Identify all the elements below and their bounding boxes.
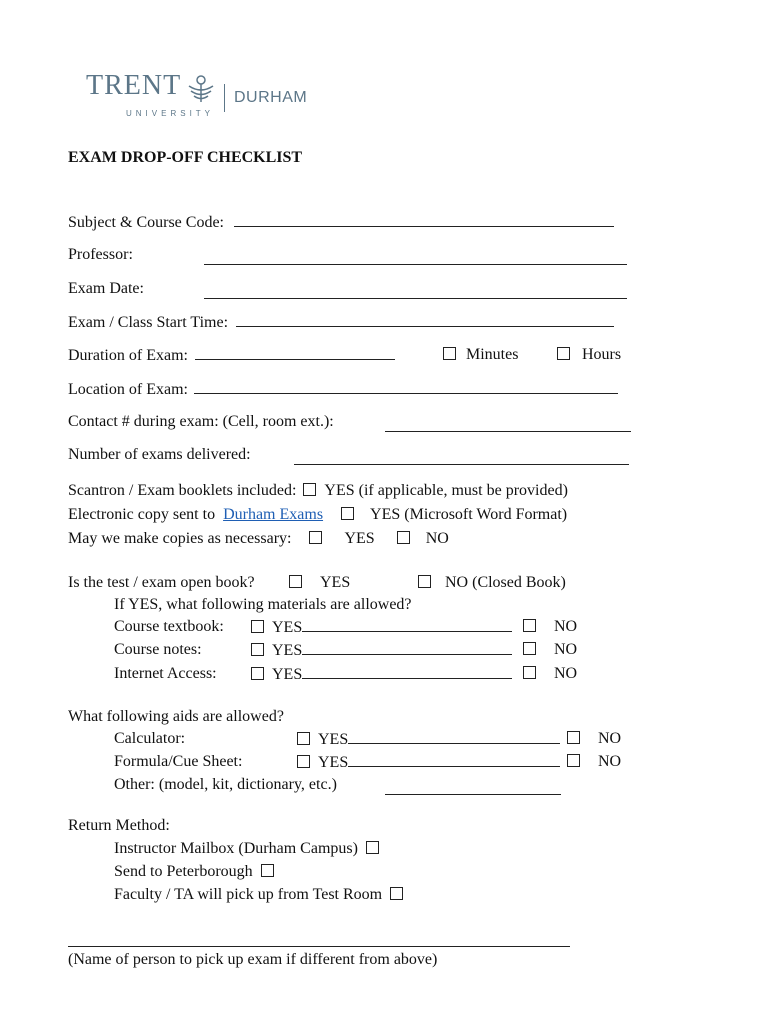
contact-field[interactable] bbox=[385, 417, 631, 432]
minutes-label: Minutes bbox=[466, 346, 519, 363]
minutes-checkbox[interactable] bbox=[443, 347, 456, 360]
professor-field[interactable] bbox=[204, 250, 627, 265]
pickup-label: Faculty / TA will pick up from Test Room bbox=[114, 886, 383, 903]
textbook-no-label: NO bbox=[554, 618, 578, 635]
textbook-no-option[interactable] bbox=[523, 617, 577, 637]
pickup-name-caption: (Name of person to pick up exam if different from above) bbox=[68, 951, 438, 968]
internet-yes-label: YES bbox=[272, 666, 303, 683]
calculator-yes-option bbox=[297, 729, 560, 750]
return-label: Return Method: bbox=[68, 817, 170, 834]
formula-label: Formula/Cue Sheet: bbox=[114, 753, 243, 770]
logo-wordmark: TRENT bbox=[86, 70, 182, 101]
calculator-yes-label: YES bbox=[318, 731, 349, 748]
subject-label: Subject & Course Code: bbox=[68, 214, 224, 231]
textbook-field[interactable] bbox=[302, 617, 512, 632]
durham-exams-link[interactable]: Durham Exams bbox=[223, 506, 324, 523]
scantron-yes-checkbox[interactable] bbox=[303, 483, 316, 496]
hours-checkbox[interactable] bbox=[557, 347, 570, 360]
notes-yes-option bbox=[251, 640, 512, 661]
number-label: Number of exams delivered: bbox=[68, 446, 251, 463]
open-book-yes-checkbox[interactable] bbox=[289, 575, 302, 588]
logo-divider bbox=[224, 84, 225, 112]
calculator-field[interactable] bbox=[348, 729, 560, 744]
subject-row bbox=[68, 212, 614, 233]
electronic-yes-checkbox[interactable] bbox=[341, 507, 354, 520]
return-option-pickup[interactable] bbox=[114, 885, 403, 905]
formula-field[interactable] bbox=[348, 752, 560, 767]
copies-label: May we make copies as necessary: bbox=[68, 530, 292, 547]
duration-label: Duration of Exam: bbox=[68, 347, 188, 364]
open-book-no-checkbox[interactable] bbox=[418, 575, 431, 588]
textbook-yes-option bbox=[251, 617, 512, 638]
peterborough-label: Send to Peterborough bbox=[114, 863, 253, 880]
copies-yes-checkbox[interactable] bbox=[309, 531, 322, 544]
textbook-yes-checkbox[interactable] bbox=[251, 620, 264, 633]
textbook-label: Course textbook: bbox=[114, 618, 224, 635]
exam-date-field[interactable] bbox=[204, 284, 627, 299]
number-row bbox=[68, 445, 251, 465]
internet-field[interactable] bbox=[302, 664, 512, 679]
copies-no-label: NO bbox=[425, 530, 449, 547]
formula-yes-label: YES bbox=[318, 754, 349, 771]
scantron-row bbox=[68, 481, 568, 501]
calculator-no-label: NO bbox=[598, 730, 622, 747]
formula-yes-checkbox[interactable] bbox=[297, 755, 310, 768]
calculator-label: Calculator: bbox=[114, 730, 186, 747]
page-title: EXAM DROP-OFF CHECKLIST bbox=[68, 149, 303, 166]
other-aids-field[interactable] bbox=[385, 780, 561, 795]
pickup-name-field[interactable] bbox=[68, 932, 570, 947]
hours-label: Hours bbox=[582, 346, 622, 363]
open-book-row bbox=[68, 573, 255, 593]
aids-label: What following aids are allowed? bbox=[68, 708, 284, 725]
internet-no-label: NO bbox=[554, 665, 578, 682]
internet-no-checkbox[interactable] bbox=[523, 666, 536, 679]
pickup-checkbox[interactable] bbox=[390, 887, 403, 900]
open-book-yes-option[interactable] bbox=[289, 573, 350, 593]
trent-logo bbox=[86, 70, 316, 118]
scantron-label: Scantron / Exam booklets included: bbox=[68, 482, 297, 499]
notes-no-option[interactable] bbox=[523, 640, 577, 660]
notes-no-checkbox[interactable] bbox=[523, 642, 536, 655]
notes-label: Course notes: bbox=[114, 641, 202, 658]
duration-row bbox=[68, 345, 395, 366]
electronic-row bbox=[68, 505, 567, 525]
mailbox-label: Instructor Mailbox (Durham Campus) bbox=[114, 840, 358, 857]
open-book-label: Is the test / exam open book? bbox=[68, 574, 255, 591]
professor-row bbox=[68, 245, 133, 265]
number-field[interactable] bbox=[294, 450, 629, 465]
location-row bbox=[68, 379, 618, 400]
duration-field[interactable] bbox=[195, 345, 395, 360]
scantron-yes-label: YES (if applicable, must be provided) bbox=[324, 482, 568, 499]
subject-field[interactable] bbox=[234, 212, 614, 227]
contact-row bbox=[68, 412, 334, 432]
minutes-option[interactable] bbox=[443, 345, 518, 365]
open-book-subheading: If YES, what following materials are allowed? bbox=[114, 596, 412, 613]
start-time-row bbox=[68, 312, 614, 333]
formula-no-option[interactable] bbox=[567, 752, 621, 772]
exam-date-label: Exam Date: bbox=[68, 280, 144, 297]
location-field[interactable] bbox=[194, 379, 618, 394]
start-time-label: Exam / Class Start Time: bbox=[68, 314, 229, 331]
electronic-label: Electronic copy sent to bbox=[68, 506, 216, 523]
location-label: Location of Exam: bbox=[68, 381, 188, 398]
electronic-yes-label: YES (Microsoft Word Format) bbox=[370, 506, 568, 523]
professor-label: Professor: bbox=[68, 246, 133, 263]
start-time-field[interactable] bbox=[236, 312, 614, 327]
internet-label: Internet Access: bbox=[114, 665, 217, 682]
notes-no-label: NO bbox=[554, 641, 578, 658]
return-option-mailbox[interactable] bbox=[114, 839, 379, 859]
calculator-no-option[interactable] bbox=[567, 729, 621, 749]
internet-yes-option bbox=[251, 664, 512, 685]
textbook-no-checkbox[interactable] bbox=[523, 619, 536, 632]
return-option-peterborough[interactable] bbox=[114, 862, 274, 882]
logo-subtext: UNIVERSITY bbox=[126, 109, 215, 118]
calculator-no-checkbox[interactable] bbox=[567, 731, 580, 744]
copies-yes-label: YES bbox=[344, 530, 375, 547]
copies-row bbox=[68, 529, 449, 549]
notes-yes-label: YES bbox=[272, 642, 303, 659]
formula-no-label: NO bbox=[598, 753, 622, 770]
logo-campus: DURHAM bbox=[234, 89, 308, 106]
exam-date-row bbox=[68, 279, 144, 299]
open-book-no-label: NO (Closed Book) bbox=[445, 574, 566, 591]
copies-no-checkbox[interactable] bbox=[397, 531, 410, 544]
formula-yes-option bbox=[297, 752, 560, 773]
open-book-yes-label: YES bbox=[320, 574, 351, 591]
contact-label: Contact # during exam: (Cell, room ext.): bbox=[68, 413, 334, 430]
internet-no-option[interactable] bbox=[523, 664, 577, 684]
calculator-yes-checkbox[interactable] bbox=[297, 732, 310, 745]
other-aids-label: Other: (model, kit, dictionary, etc.) bbox=[114, 776, 337, 793]
peterborough-checkbox[interactable] bbox=[261, 864, 274, 877]
open-book-no-option[interactable] bbox=[418, 573, 566, 593]
notes-yes-checkbox[interactable] bbox=[251, 643, 264, 656]
textbook-yes-label: YES bbox=[272, 619, 303, 636]
notes-field[interactable] bbox=[302, 640, 512, 655]
formula-no-checkbox[interactable] bbox=[567, 754, 580, 767]
internet-yes-checkbox[interactable] bbox=[251, 667, 264, 680]
hours-option[interactable] bbox=[557, 345, 621, 365]
mailbox-checkbox[interactable] bbox=[366, 841, 379, 854]
